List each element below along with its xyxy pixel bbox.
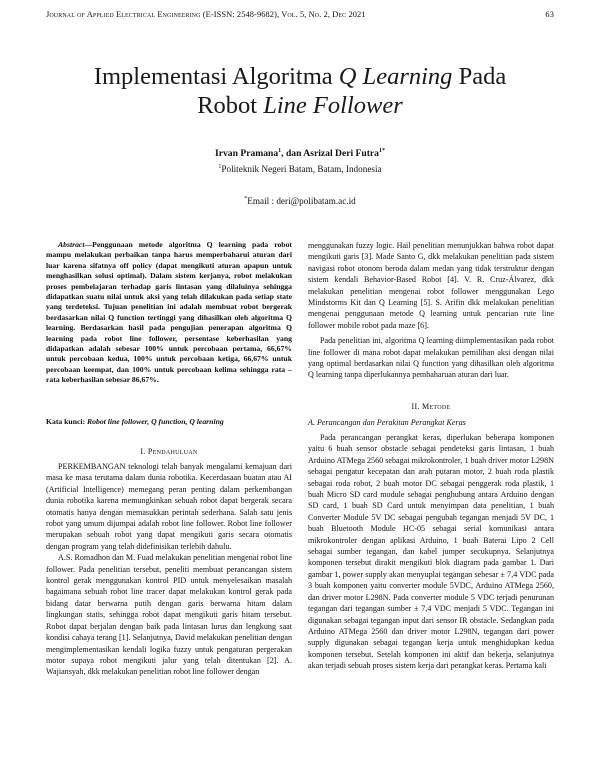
paragraph: A.S. Romadhon dan M. Fuad melakukan penelitian mengenai robot line follower. Pada penelitian tersebut, peneliti membuat perancangan sistem kontrol gerak menggunakan kontrol PID untuk menyelesaikan masalah bagaimana sebuah robot line tracer dapat melakukan kontrol gerak pada bidang datar berwarna putih dengan garis berwarna hitam dalam lingkungan statis, sehingga robot dapat mengikuti garis hitam tersebut. Robot dapat berjalan dengan baik pada lintasan lurus dan lengkung saat kondisi cahaya terang [1]. Selanjutnya, David melakukan penelitian dengan mengimplementasikan kendali logika fuzzy untuk pengaturan pergerakan motor supaya robot mengikuti jalur yang telah ditentukan [2]. A. Wajiansyah, dkk melakukan penelitian robot line follower dengan — [46, 553, 292, 677]
author-list — [0, 148, 600, 159]
title-line2-italic: Line Follower — [263, 92, 403, 119]
author-2-sup: 1* — [378, 148, 385, 154]
title-line1-italic: Q Learning — [338, 63, 453, 90]
section-heading-introduction: I. Pendahuluan — [140, 447, 198, 456]
abstract-label: Abstract — [58, 240, 85, 249]
section-heading-method: II. Metode — [411, 402, 451, 411]
journal-name: Journal of Applied Electrical Engineering (E-ISSN: 2548-9682), Vol. 5, No. 2, Dec 2021 — [46, 10, 366, 19]
email-sup: * — [244, 196, 248, 202]
paragraph: Pada perancangan perangkat keras, diperlukan beberapa komponen yaitu 6 buah sensor obstacle sebagai pendeteksi garis lintasan, 1 buah Arduino ATMega 2560 sebagai mikrokontroler, 1 buah driver motor L298N sebagai pengatur kecepatan dan arah putaran motor, 2 buah roda plastik sebagai roda robot, 2 buah motor DC sebagai penggerak roda plastik, 1 buah Micro SD card module sebagai penghubung antara Arduino dengan SD card, 1 buah SD Card untuk menyimpan data penelitian, 1 buah Converter Module 5V DC sebagai pengubah tegangan menjadi 5V DC, 1 buah Bluetooth Module HC-05 sebagai serial komunikasi antara mikrokontroler dengan aplikasi Arduino, 1 buah Baterai Lipo 2 Cell sebagai sumber tegangan, dan kabel jumper secukupnya. Selanjutnya komponen tersebut dirakit mengikuti blok diagram pada gambar 1. Dari gambar 1, power supply akan menyuplai tegangan sebesar ± 7,4 VDC pada 3 buah komponen yaitu converter module 5VDC, Arduino ATMega 2560, dan driver motor L298N. Pada converter module 5 VDC terjadi penurunan tegangan dari tegangan sumber ± 7,4 VDC menjadi 5 VDC. Tegangan ini digunakan sebagai tegangan input dari sensor IR obstacle. Sedangkan pada Arduino ATMega 2560 dan driver motor L298N, tegangan dari power supply digunakan sebagai tegangan kerja untuk menghidupkan kedua komponen tersebut. Setelah komponen ini aktif dan bekerja, selanjutnya akan terjadi sebuah proses sistem kerja dari perangkat keras. Pertama kali — [308, 433, 554, 671]
paper-title — [0, 62, 600, 120]
author-2: , dan Asrizal Deri Futra — [281, 148, 379, 160]
author-1: Irvan Pramana — [215, 148, 279, 160]
affiliation — [0, 164, 600, 174]
method-body — [308, 432, 554, 672]
email-text: Email : deri@polibatam.ac.id — [247, 196, 356, 207]
paragraph: menggunakan fuzzy logic. Hail penelitian menunjukkan bahwa robot dapat mengikuti garis [3]. Made Santo G, dkk melakukan penelitian pada sistem navigasi robot otonom beroda dalam medan yang tidak terstruktur dengan sistem kendali Behavior-Based Robot [4]. V. R. Cruz-Álvarez, dkk melakukan penelitian mengenai robot follower menggunakan Lego Mindstorms Kit dan Q Learning [5]. S. Arifin dkk melakukan penelitian mengenai penggunaan metode Q learning untuk pencarian rute line follower mobile robot pada maze [6]. — [308, 241, 554, 330]
contact-email — [0, 196, 600, 206]
abstract — [46, 240, 292, 386]
page-number: 63 — [545, 10, 554, 19]
journal-header — [46, 10, 554, 19]
keywords — [46, 417, 292, 426]
abstract-text: —Penggunaan metode algoritma Q learning pada robot mampu melakukan perbaikan tanpa harus memperbaharui aturan dari luar karena sifatnya off policy (dapat mengikuti aturan apapun untuk menghasilkan solusi optimal). Dalam sistem kerjanya, robot melakukan proses pembelajaran terhadap garis lintasan yang dilaluinya sehingga didapatkan suatu nilai untuk aksi yang telah dilakukan pada setiap state yang terdeteksi. Tujuan penelitian ini adalah membuat robot bergerak berdasarkan nilai Q function tertinggi yang dihasilkan oleh algoritma Q learning. Berdasarkan hasil pada pengujian penerapan algoritma Q learning pada robot line follower, persentase keberhasilan yang didapatkan adalah sebesar 100% untuk percobaan pertama, 66,67% untuk percobaan kedua, 100% untuk percobaan ketiga, 66,67% untuk percobaan keempat, dan 100% untuk percobaan kelima sehingga rata – rata keberhasilan sebesar 86,67%. — [46, 240, 292, 385]
title-line1-plain: Implementasi Algoritma — [93, 63, 339, 90]
author-1-sup: 1 — [278, 148, 282, 154]
keywords-label: Kata kunci: — [46, 417, 86, 426]
paragraph: PERKEMBANGAN teknologi telah banyak mengalami kemajuan dari masa ke masa terutama dalam dunia robotika. Kecerdasaan buatan atau AI (Artificial Intelligence) memegang peran penting dalam perkembangan dunia robotika karena memungkinkan sebuah robot dapat bergerak secara otomatis hanya dengan memasukkan perintah sederhana. Salah satu jenis robot yang umum dijumpai adalah robot line follower. Robot line follower merupakan sebuah robot yang dapat mengikuti garis secara otomatis dengan program yang telah didefinisikan terlebih dahulu. — [46, 462, 292, 551]
affiliation-sup: 1 — [218, 164, 222, 170]
affiliation-text: Politeknik Negeri Batam, Batam, Indonesia — [221, 164, 382, 175]
right-column-top — [308, 240, 554, 381]
title-line2-plain: Robot — [197, 92, 264, 119]
introduction-body — [46, 461, 292, 678]
title-line1-tail: Pada — [452, 63, 507, 90]
subsection-heading-hardware: A. Perancangan dan Perakitan Perangkat Keras — [308, 418, 466, 427]
keywords-text: Robot line follower, Q function, Q learning — [85, 417, 224, 426]
paragraph: Pada penelitian ini, algoritma Q learning diimplementasikan pada robot line follower di mana robot dapat melakukan pemilihan aksi dengan nilai yang optimal berdasarkan nilai Q function yang dihasilkan oleh algoritma Q learning tanpa diperlukannya pembaharuan aturan dari luar. — [308, 336, 554, 380]
